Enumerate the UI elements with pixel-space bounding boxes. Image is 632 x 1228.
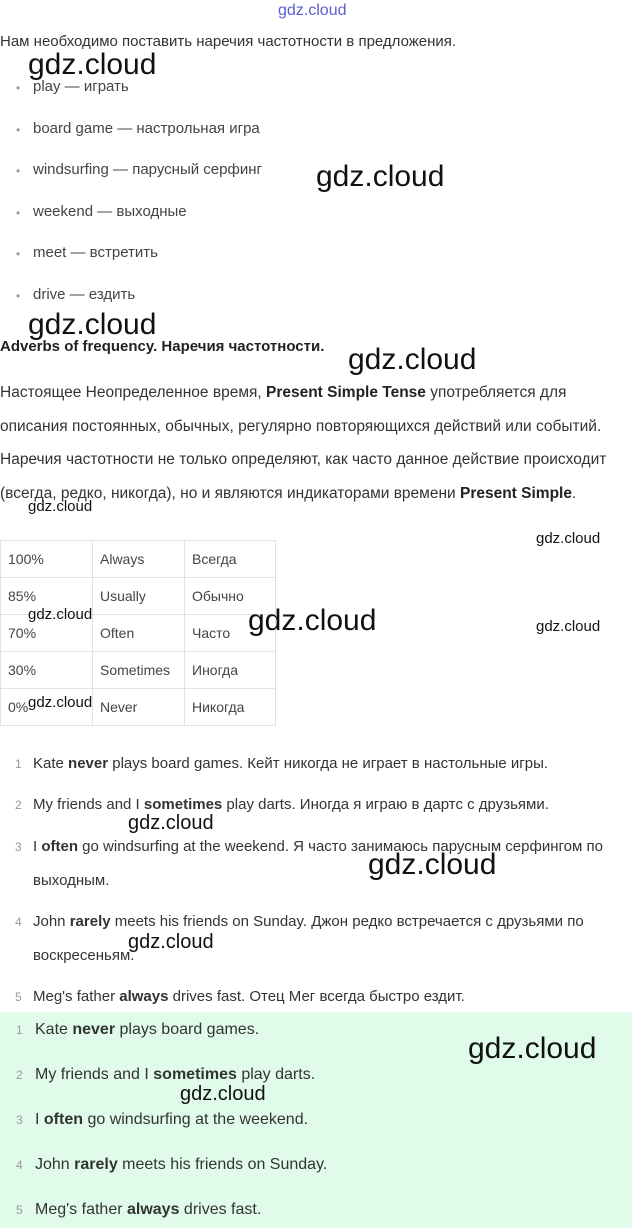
answer-adverb: always (126, 1201, 180, 1218)
paragraph-bold: Present Simple (459, 484, 572, 502)
table-cell: Обычно (185, 578, 276, 615)
watermark: gdz.cloud (180, 1083, 266, 1105)
example-text: meets his friends on Sunday. Джон редко встречается с друзьями по воскресеньям. (33, 913, 584, 964)
vocabulary-item: • windsurfing — парусный серфинг (16, 161, 262, 203)
vocabulary-item: • meet — встретить (16, 244, 262, 286)
answer-text: plays board games. (115, 1021, 260, 1038)
section-heading: Adverbs of frequency. Наречия частотности. (0, 338, 325, 355)
answer-text: go windsurfing at the weekend. (83, 1111, 309, 1128)
table-cell: 100% (1, 541, 93, 578)
watermark: gdz.cloud (128, 931, 214, 953)
example-number: 2 (15, 798, 22, 812)
watermark: gdz.cloud (248, 604, 377, 637)
vocabulary-item: • board game — настрольная игра (16, 120, 262, 162)
table-cell: Sometimes (93, 652, 185, 689)
answer-number: 1 (16, 1023, 23, 1037)
watermark: gdz.cloud (128, 812, 214, 834)
table-cell: Часто (185, 615, 276, 652)
table-cell: Never (93, 689, 185, 726)
watermark: gdz.cloud (536, 530, 601, 547)
answer-number: 2 (16, 1068, 23, 1082)
example-adverb: never (68, 755, 109, 772)
example-text: go windsurfing at the weekend. Я часто занимаюсь парусным серфингом по выходным. (33, 838, 603, 889)
answer-text: drives fast. (179, 1201, 262, 1218)
site-logo[interactable]: gdz.cloud (278, 2, 347, 19)
example-text: My friends and I (33, 796, 144, 813)
table-cell: Всегда (185, 541, 276, 578)
paragraph-text: . (571, 484, 577, 502)
answer-text: I (35, 1111, 44, 1128)
intro-text: Нам необходимо поставить наречия частотности в предложения. (0, 33, 457, 50)
example-text: plays board games. Кейт никогда не играет в настольные игры. (108, 755, 549, 772)
table-row (1, 652, 276, 689)
watermark: gdz.cloud (536, 618, 601, 635)
table-cell: 30% (1, 652, 93, 689)
table-cell: 85% (1, 578, 93, 615)
table-cell: Always (93, 541, 185, 578)
watermark: gdz.cloud (28, 498, 93, 515)
example-adverb: often (41, 838, 79, 855)
answer-text: Kate (35, 1021, 73, 1038)
vocabulary-item: • drive — ездить (16, 286, 262, 328)
vocabulary-item: • play — играть (16, 78, 262, 120)
paragraph-text: употребляется для описания постоянных, обычных, регулярно повторяющихся действий или событий. Наречия частотности не только определяют, как часто данное действие происходит (всегда, редко, никогда), но и являются индикаторами времени (0, 384, 607, 502)
example-number: 3 (15, 840, 22, 854)
paragraph-text: Настоящее Неопределенное время, (0, 384, 266, 401)
table-cell: Иногда (185, 652, 276, 689)
table-row (1, 541, 276, 578)
table-cell: Usually (93, 578, 185, 615)
watermark: gdz.cloud (468, 1032, 597, 1065)
table-cell: Никогда (185, 689, 276, 726)
example-adverb: rarely (69, 913, 111, 930)
vocabulary-list (16, 78, 262, 328)
answer-text: play darts. (236, 1066, 316, 1083)
paragraph-bold: Present Simple Tense (265, 384, 426, 401)
example-adverb: sometimes (143, 796, 223, 813)
example-adverb: always (119, 988, 169, 1005)
answer-text: John (35, 1156, 75, 1173)
example-number: 4 (15, 915, 22, 929)
example-text: Meg's father (33, 988, 120, 1005)
answer-text: My friends and I (35, 1066, 154, 1083)
answer-adverb: sometimes (153, 1066, 237, 1083)
answer-adverb: rarely (74, 1156, 118, 1173)
watermark: gdz.cloud (348, 343, 477, 376)
answer-adverb: often (43, 1111, 83, 1128)
answer-adverb: never (72, 1021, 116, 1038)
example-number: 5 (15, 990, 22, 1004)
watermark: gdz.cloud (28, 606, 93, 623)
example-text: play darts. Иногда я играю в дартс с друзьями. (222, 796, 549, 813)
example-text: Kate (33, 755, 69, 772)
watermark: gdz.cloud (316, 160, 445, 193)
watermark: gdz.cloud (28, 694, 93, 711)
grammar-paragraph (0, 376, 630, 510)
answer-number: 4 (16, 1158, 23, 1172)
example-number: 1 (15, 757, 22, 771)
answer-text: meets his friends on Sunday. (117, 1156, 328, 1173)
example-text: drives fast. Отец Мег всегда быстро ездит. (168, 988, 465, 1005)
answer-text: Meg's father (35, 1201, 127, 1218)
table-cell: 0% (1, 689, 93, 726)
answer-number: 5 (16, 1203, 23, 1217)
example-text: John (33, 913, 70, 930)
answer-number: 3 (16, 1113, 23, 1127)
watermark: gdz.cloud (368, 848, 497, 881)
table-cell: Often (93, 615, 185, 652)
example-text: I (33, 838, 42, 855)
vocabulary-item: • weekend — выходные (16, 203, 262, 245)
watermark: gdz.cloud (28, 48, 157, 81)
table-cell: 70% (1, 615, 93, 652)
watermark: gdz.cloud (28, 308, 157, 341)
